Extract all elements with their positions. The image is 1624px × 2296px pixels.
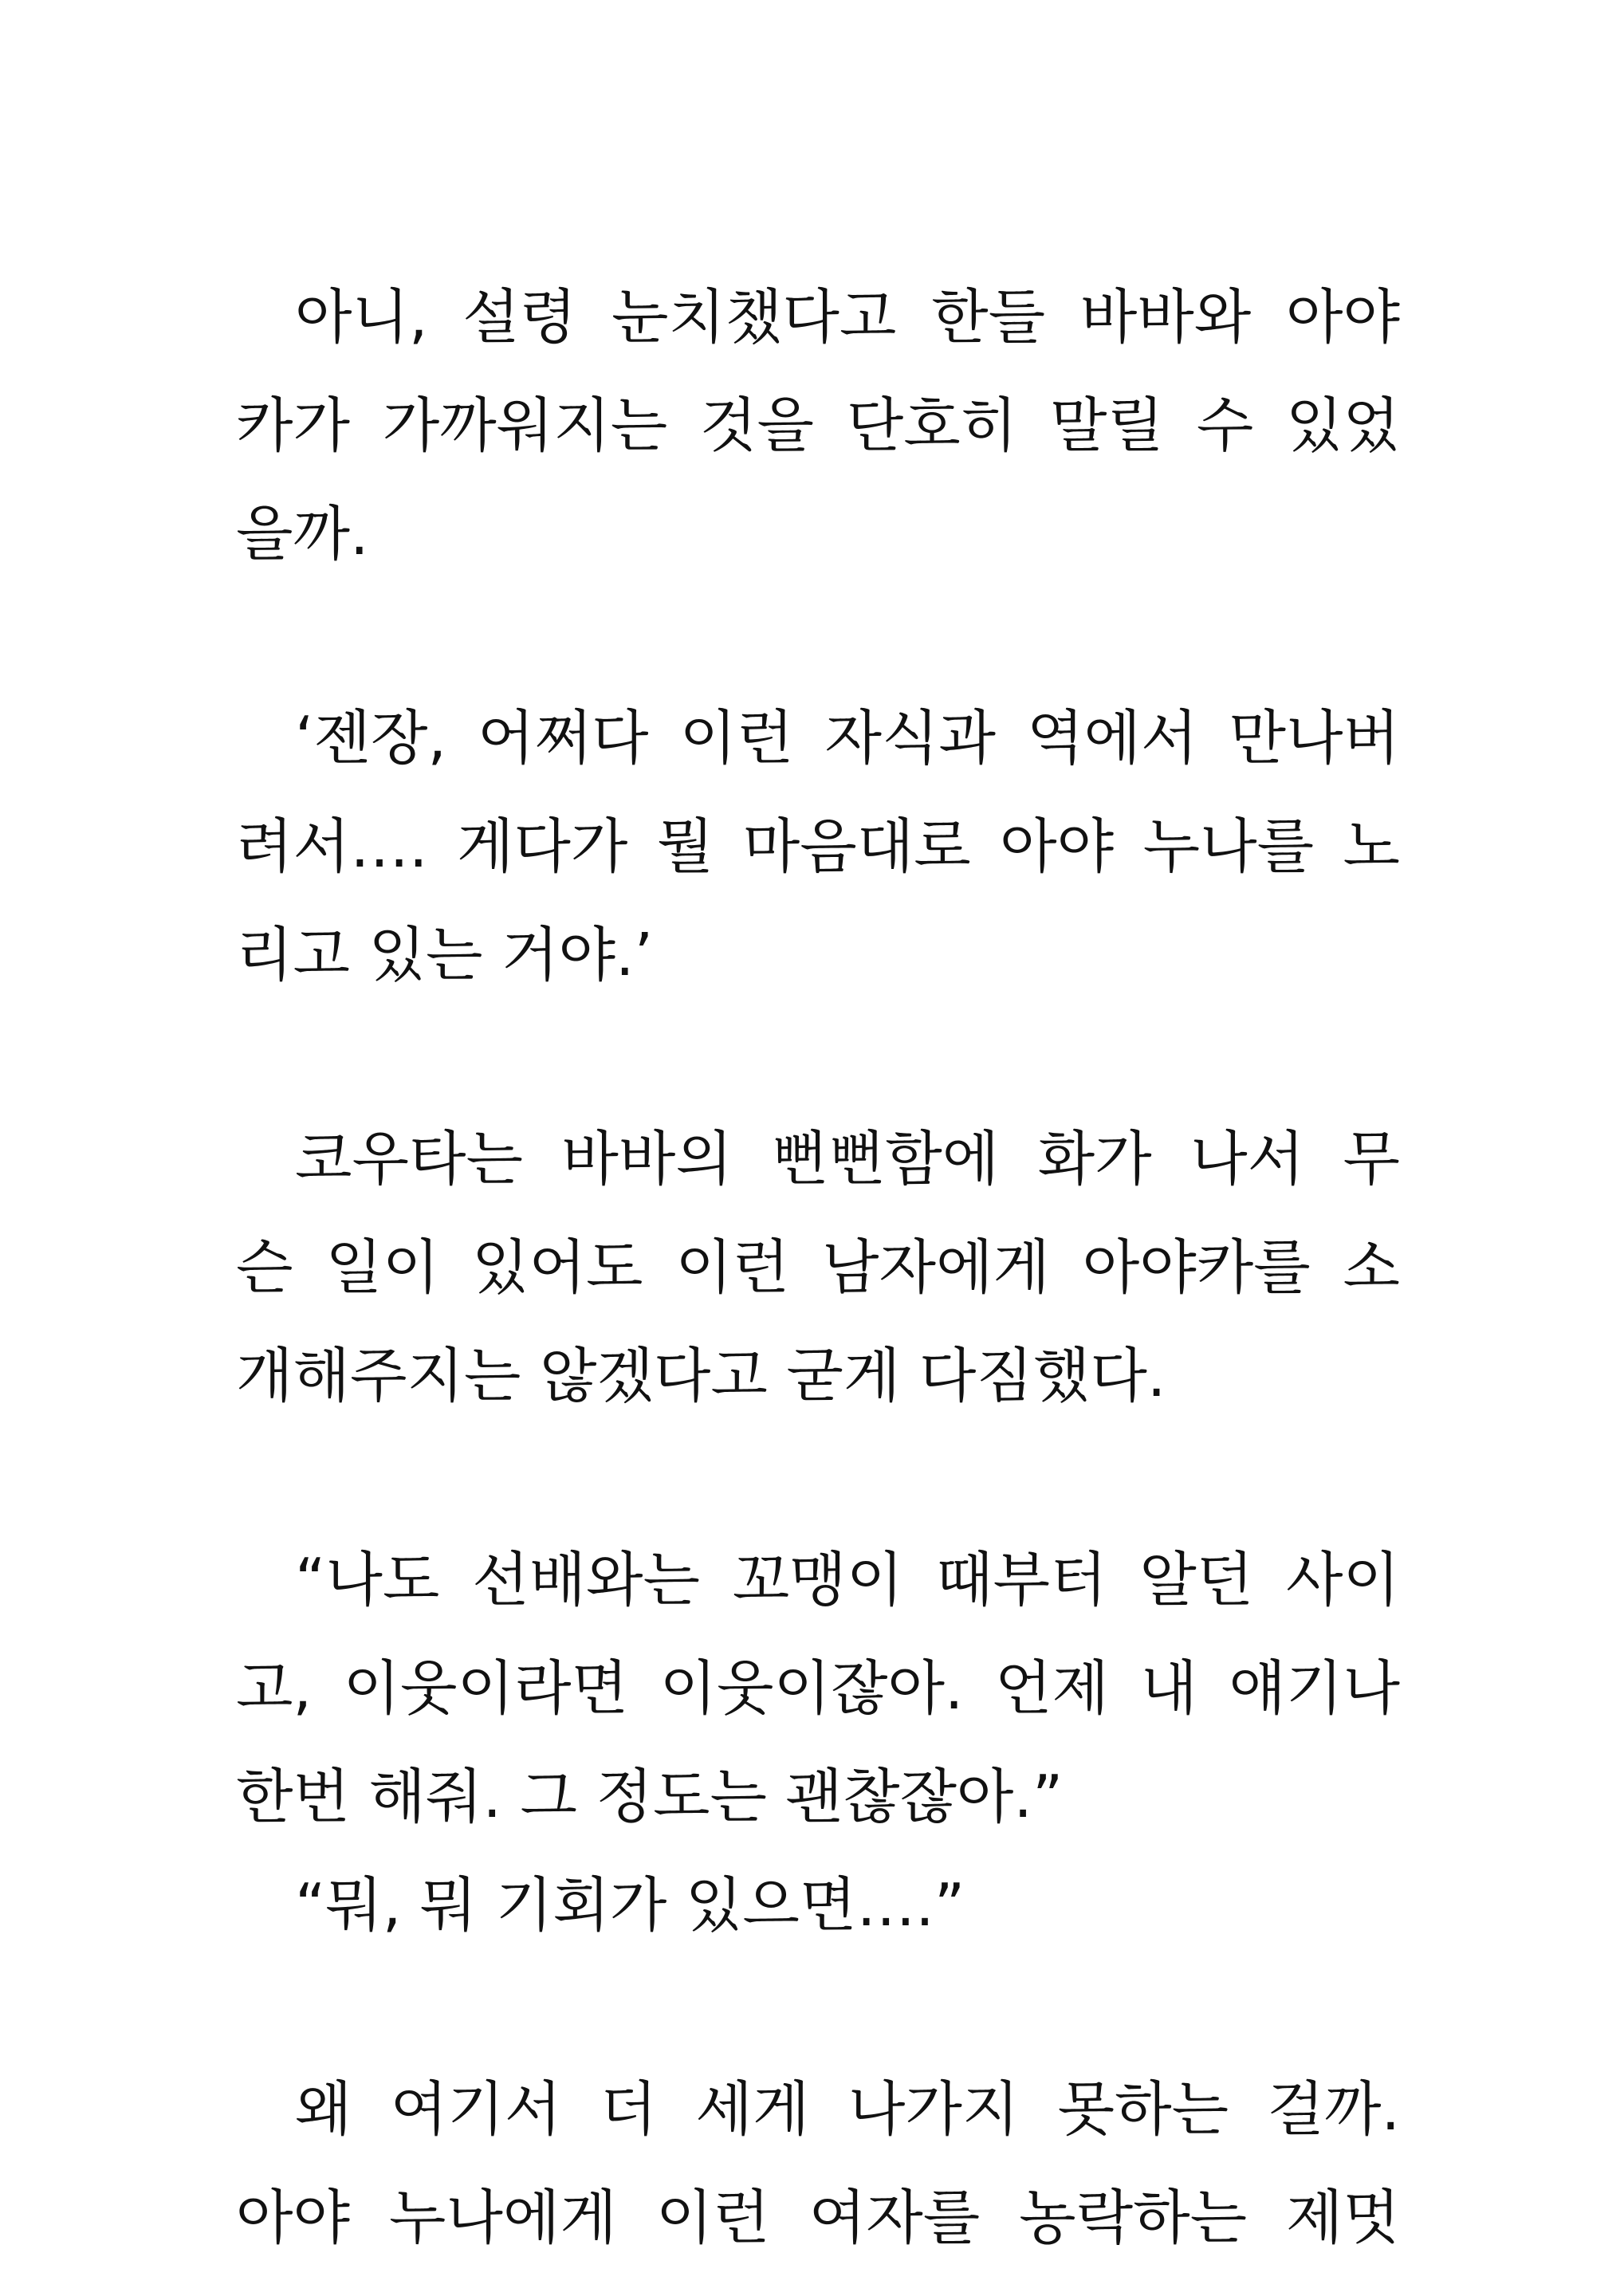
text-line: “뭐, 뭐 기회가 있으면….”	[295, 1871, 965, 1940]
text-line: “나도 선배와는 꼬맹이 때부터 알던 사이	[295, 1546, 1400, 1614]
text-line: 아야 누나에게 이런 여자를 농락하는 제멋	[236, 2184, 1400, 2252]
text-line: 리고 있는 거야.’	[236, 921, 653, 989]
text-line: 왜 여기서 더 세게 나가지 못하는 걸까.	[295, 2075, 1400, 2144]
paragraph-gap	[236, 1960, 1400, 2055]
paragraph-1	[236, 263, 1400, 588]
paragraph-3	[236, 1105, 1400, 1430]
paragraph-5	[236, 2055, 1400, 2272]
text-line: 한번 해줘. 그 정도는 괜찮잖아.”	[236, 1763, 1064, 1831]
text-line: 고, 이웃이라면 이웃이잖아. 언제 내 얘기나	[236, 1654, 1400, 1723]
text-line: 아니, 설령 눈치챘다고 한들 바바와 아야	[295, 283, 1400, 352]
text-line: 을까.	[236, 500, 369, 568]
paragraph-gap	[236, 1009, 1400, 1105]
text-line: 슨 일이 있어도 이런 남자에게 아야카를 소	[236, 1233, 1400, 1302]
paragraph-4	[236, 1526, 1400, 1960]
text-line: 코우타는 바바의 뻔뻔함에 화가 나서 무	[295, 1125, 1400, 1193]
text-line: ‘젠장, 어쩌다 이런 자식과 역에서 만나버	[295, 704, 1400, 773]
paragraph-gap	[236, 588, 1400, 684]
text-line: 려서…. 게다가 뭘 마음대로 아야 누나를 노	[236, 812, 1400, 881]
text-line: 개해주지는 않겠다고 굳게 다짐했다.	[236, 1342, 1166, 1410]
paragraph-gap	[236, 1430, 1400, 1526]
page-text	[236, 263, 1400, 2272]
paragraph-2	[236, 684, 1400, 1009]
text-line: 카가 가까워지는 것을 단호히 말릴 수 있었	[236, 391, 1400, 460]
